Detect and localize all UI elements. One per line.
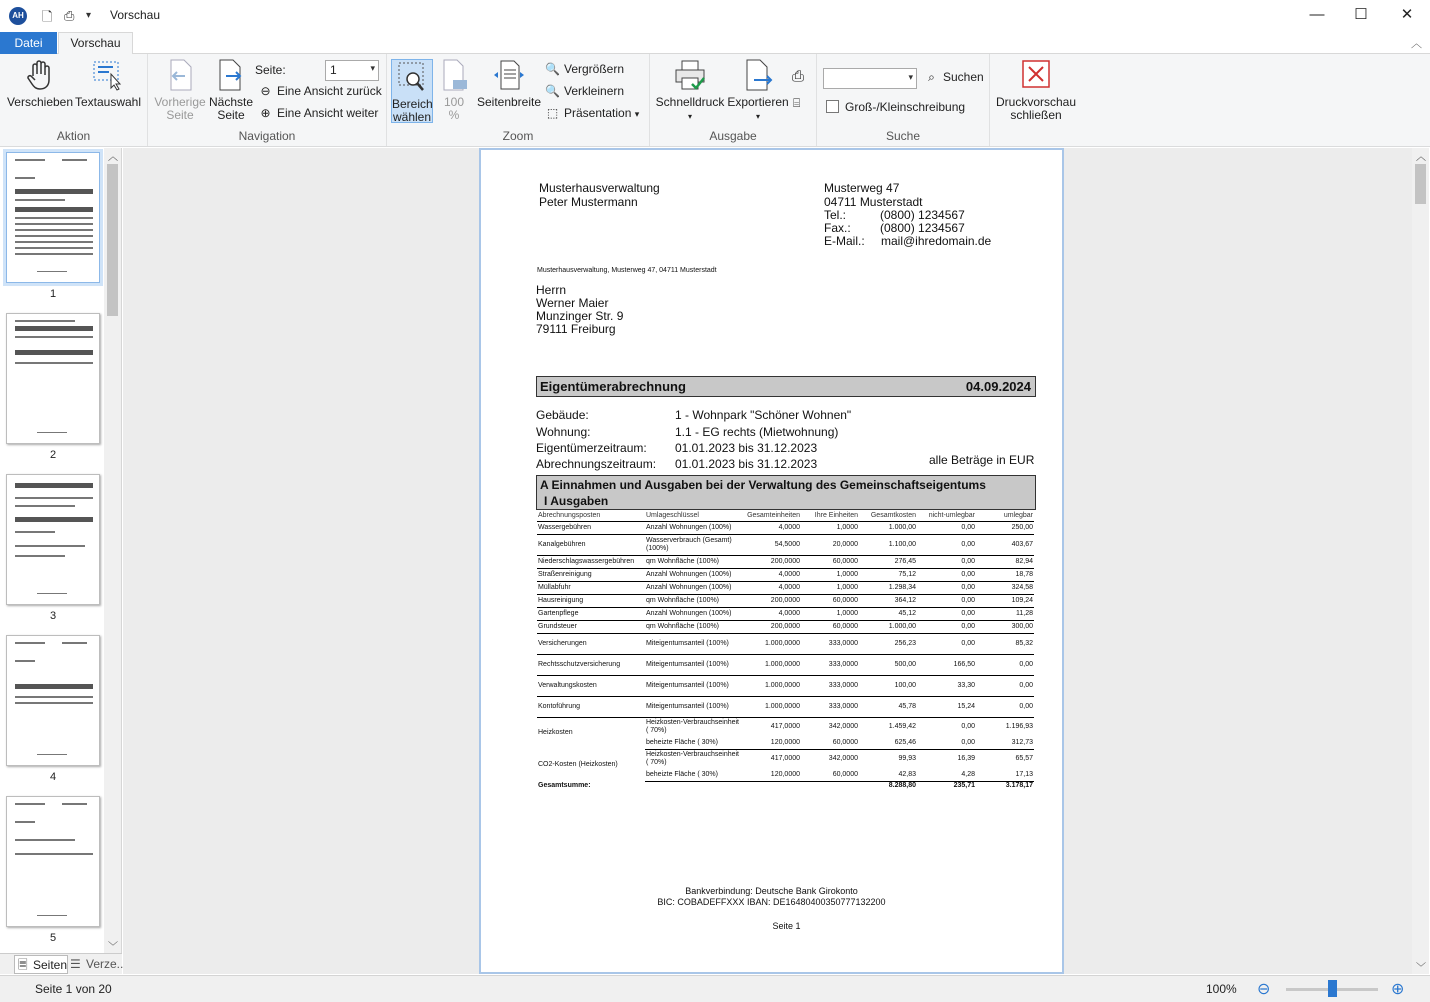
pan-label: Verschieben [6,95,74,109]
table-cell: 333,0000 [801,633,859,654]
next-page-label-2: Seite [217,108,245,122]
section-subtitle: I Ausgaben [544,494,609,508]
preview-scrollbar[interactable] [1412,148,1429,974]
table-row [537,581,1034,594]
cost-rows [537,521,1034,717]
table-cell: Rechtsschutzversicherung [537,654,645,675]
table-cell: Miteigentumsanteil (100%) [645,675,743,696]
table-cell: 82,94 [976,555,1034,568]
info-value: 01.01.2023 bis 31.12.2023 [675,457,818,471]
zoom-in-icon: 🔍 [545,62,560,76]
tab-preview[interactable]: Vorschau [58,32,133,55]
title-bar [0,0,1430,32]
group-suche [817,54,990,146]
table-cell: 11,28 [976,607,1034,620]
table-row [537,521,1034,534]
text-select-label: Textauswahl [74,95,142,109]
section-bar [536,475,1036,510]
table-cell: 1.459,42 [888,723,916,731]
select-area-label-1: Bereich [392,97,433,111]
text-select-button[interactable] [74,58,142,109]
table-cell: 200,0000 [743,594,801,607]
table-cell: 4,0000 [743,521,801,534]
quick-print-label: Schnelldruck [655,95,725,109]
document-heading: Eigentümerabrechnung [540,379,686,394]
tab-index-label: Verze.. [86,957,124,971]
table-cell: CO2-Kosten (Heizkosten) [538,761,618,768]
print-dialog-icon[interactable]: ⎙ [792,68,805,85]
quick-print-button[interactable] [654,58,726,123]
table-cell: 1.000,0000 [743,675,801,696]
table-cell: Verwaltungskosten [537,675,645,696]
column-header: Gesamteinheiten [743,511,801,521]
table-cell: Hausreinigung [537,594,645,607]
total-non-allocable: 235,71 [953,782,975,790]
table-cell: 60,0000 [801,555,859,568]
group-label-ausgabe: Ausgabe [709,129,757,143]
match-case-checkbox[interactable] [826,100,965,114]
table-cell: 403,67 [976,534,1034,555]
table-cell: Wasserverbrauch (Gesamt) (100%) [645,534,743,555]
table-cell: 100,00 [859,675,917,696]
view-back-label: Eine Ansicht zurück [277,84,382,98]
group-zoom [387,54,650,146]
info-value: 1 - Wohnpark "Schöner Wohnen" [675,408,852,422]
table-row [537,633,1034,654]
page-label: Seite: [255,63,286,77]
select-area-button[interactable] [391,59,433,123]
preview-scroll-thumb[interactable] [1415,164,1426,204]
tab-file[interactable]: Datei [0,32,57,54]
previous-page-label-1: Vorherige [154,95,206,109]
tel-value: (0800) 1234567 [880,208,965,222]
table-cell: Anzahl Wohnungen (100%) [645,521,743,534]
zoom-out-button[interactable] [545,84,624,98]
table-row [537,696,1034,717]
mail-label: E-Mail.: [824,234,865,248]
search-button[interactable] [924,70,984,85]
page-width-button[interactable] [475,58,543,109]
arrow-right-circle-icon: ⊕ [260,106,271,120]
table-cell: 625,46 [859,737,917,749]
view-forward-button[interactable] [258,106,378,120]
thumbnail-page-3[interactable] [6,474,100,605]
column-header: Abrechnungsposten [537,511,645,521]
table-cell: Heizkosten-Verbrauchseinheit ( 70%) [646,751,739,767]
table-cell: 18,78 [976,568,1034,581]
table-cell: 16,39 [957,755,975,763]
pages-icon: 🗏 [18,958,28,972]
table-cell: 0,00 [917,594,976,607]
zoom-in-label: Vergrößern [564,62,625,76]
table-cell: qm Wohnfläche (100%) [645,555,743,568]
table-cell: Müllabfuhr [537,581,645,594]
table-cell: 1.000,00 [859,521,917,534]
thumbnail-number: 3 [49,610,57,622]
table-cell: 250,00 [976,521,1034,534]
thumbnail-number: 1 [49,288,57,300]
table-cell: 0,00 [917,534,976,555]
table-cell: 1,0000 [801,521,859,534]
group-label-zoom: Zoom [502,129,534,143]
table-cell: Anzahl Wohnungen (100%) [645,568,743,581]
table-row [537,555,1034,568]
hand-icon [23,58,57,92]
previous-page-label-2: Seite [166,108,194,122]
sidebar-scroll-thumb[interactable] [107,164,118,316]
recipient-line: Herrn [536,283,567,297]
next-page-label-1: Nächste [208,95,254,109]
table-cell: 1.196,93 [1005,723,1033,731]
close-preview-label-2: schließen [1010,108,1062,122]
group-navigation [148,54,387,146]
zoom-100-label-1: 100 [443,95,465,109]
table-cell: 500,00 [859,654,917,675]
table-cell: 342,0000 [828,723,858,731]
thumbnail-page-1[interactable] [6,152,100,283]
preview-area [123,148,1426,974]
return-address: Musterhausverwaltung, Musterweg 47, 04711 Musterstadt [537,267,717,274]
page-number-input[interactable]: 1 ▾ [325,60,379,81]
column-header: umlegbar [976,511,1034,521]
table-cell: 4,0000 [743,568,801,581]
zoom-out-icon[interactable]: ⊖ [1257,981,1271,998]
table-cell: 85,32 [976,633,1034,654]
page-width-label: Seitenbreite [476,95,542,109]
table-cell: 1.000,0000 [743,654,801,675]
table-cell: Kanalgebühren [537,534,645,555]
page-setup-icon[interactable]: ⌸ [793,96,801,110]
tab-pages[interactable] [14,955,68,974]
recipient-line: Werner Maier [536,296,609,310]
thumbnail-page-5[interactable] [6,796,100,927]
table-cell: beheizte Fläche ( 30%) [645,769,743,781]
table-cell: 42,83 [859,769,917,781]
table-cell: 1.000,0000 [743,696,801,717]
arrow-left-circle-icon: ⊖ [260,84,271,98]
table-cell: 417,0000 [770,723,800,731]
presentation-label: Präsentation [564,106,632,120]
zoom-level: 100% [1206,982,1237,996]
table-cell: 120,0000 [743,769,801,781]
table-cell: Niederschlagswassergebühren [537,555,645,568]
table-cell: 99,93 [898,755,916,763]
table-cell: 200,0000 [743,555,801,568]
total-allocable: 3.178,17 [1005,782,1033,790]
table-cell: 120,0000 [743,737,801,749]
zoom-in-button[interactable] [545,62,624,76]
index-icon: ☰ [70,957,81,971]
table-cell: Miteigentumsanteil (100%) [645,654,743,675]
quick-access-dropdown-icon[interactable]: ▾ [86,10,92,21]
column-header: Gesamtkosten [859,511,917,521]
thumbnail-number: 5 [49,932,57,944]
info-label: Wohnung: [536,425,591,439]
select-area-label-2: wählen [392,110,432,124]
table-cell: 256,23 [859,633,917,654]
view-back-button[interactable] [258,84,382,98]
tel-label: Tel.: [824,208,847,222]
table-cell: Kontoführung [537,696,645,717]
zoom-100-icon [439,58,469,92]
column-header: Umlageschlüssel [645,511,743,521]
table-cell: 45,12 [859,607,917,620]
info-label: Gebäude: [536,408,589,422]
table-cell: 333,0000 [801,675,859,696]
sender-city: 04711 Musterstadt [824,195,923,209]
column-header: nicht-umlegbar [917,511,976,521]
quick-print-dropdown-icon: ▾ [687,112,692,121]
sender-name: Musterhausverwaltung [539,181,660,195]
search-label: Suchen [943,70,984,84]
text-select-icon [91,58,125,92]
table-cell: Anzahl Wohnungen (100%) [645,607,743,620]
group-aktion [0,54,148,146]
table-cell: 0,00 [976,654,1034,675]
table-cell: 276,45 [859,555,917,568]
table-row [537,607,1034,620]
table-cell: 0,00 [976,675,1034,696]
table-cell: qm Wohnfläche (100%) [645,620,743,633]
match-case-label: Groß-/Kleinschreibung [845,100,966,114]
sender-street: Musterweg 47 [824,181,900,195]
table-cell: 15,24 [917,696,976,717]
table-cell: 342,0000 [828,755,858,763]
page-footer: Seite 1 [772,921,801,931]
table-cell: 0,00 [917,633,976,654]
thumbnail-page-4[interactable] [6,635,100,766]
tab-pages-label: Seiten [33,958,68,972]
table-cell: 166,50 [917,654,976,675]
new-document-icon[interactable]: 🗋 [42,9,53,24]
previous-page-icon [165,58,195,92]
thumbnail-number: 2 [49,449,57,461]
window-title: Vorschau [110,8,161,22]
table-cell: 200,0000 [743,620,801,633]
table-cell: Straßenreinigung [537,568,645,581]
table-cell: 60,0000 [801,594,859,607]
printer-icon [673,58,707,92]
binoculars-icon: ⌕ [928,70,935,84]
close-preview-label-1: Druckvorschau [995,95,1077,109]
document-date: 04.09.2024 [965,379,1031,394]
view-forward-label: Eine Ansicht weiter [277,106,379,120]
thumbnail-sidebar [0,148,122,974]
zoom-in-icon[interactable]: ⊕ [1391,981,1405,998]
section-title: A Einnahmen und Ausgaben bei der Verwaltung des Gemeinschaftseigentums [540,478,986,492]
table-cell: 364,12 [859,594,917,607]
group-label-navigation: Navigation [238,129,296,143]
table-cell: Gartenpflege [537,607,645,620]
thumbnail-page-2[interactable] [6,313,100,444]
magnifier-select-icon [396,60,428,94]
table-cell: 0,00 [917,581,976,594]
presentation-button[interactable] [545,106,639,120]
table-cell: Versicherungen [537,633,645,654]
info-value: 1.1 - EG rechts (Mietwohnung) [675,425,839,439]
page-width-icon [492,58,526,92]
maximize-button[interactable]: ☐ [1354,6,1368,23]
ribbon [0,54,1430,147]
bank-line-1: Bankverbindung: Deutsche Bank Girokonto [685,886,858,896]
recipient-line: Munzinger Str. 9 [536,309,624,323]
table-cell: 333,0000 [801,696,859,717]
currency-note: alle Beträge in EUR [929,453,1035,467]
table-cell: 20,0000 [801,534,859,555]
pan-button[interactable] [6,58,74,109]
table-cell: 0,00 [917,521,976,534]
table-cell: 60,0000 [801,769,859,781]
zoom-100-button[interactable] [437,58,471,122]
table-cell: 33,30 [917,675,976,696]
next-page-button[interactable] [206,58,256,122]
fax-label: Fax.: [824,221,851,235]
table-cell: beheizte Fläche ( 30%) [645,737,743,749]
document-page [479,148,1064,974]
column-header: Ihre Einheiten [801,511,859,521]
checkbox-icon [826,100,839,113]
table-cell: 0,00 [917,568,976,581]
group-label-suche: Suche [885,129,921,143]
table-cell: Heizkosten-Verbrauchseinheit ( 70%) [646,719,739,735]
table-cell: 1.298,34 [859,581,917,594]
table-row [537,534,1034,555]
table-cell: Heizkosten [538,729,573,737]
total-label: Gesamtsumme: [538,782,591,790]
table-cell: Anzahl Wohnungen (100%) [645,581,743,594]
table-cell: 1.100,00 [859,534,917,555]
close-preview-button[interactable] [994,58,1078,122]
table-cell: 0,00 [917,607,976,620]
info-label: Eigentümerzeitraum: [536,441,647,455]
table-cell: 65,57 [1015,755,1033,763]
minimize-button[interactable]: — [1309,6,1325,23]
bank-line-2: BIC: COBADEFFXXX IBAN: DE16480400350777132200 [657,897,886,907]
table-cell: 1,0000 [801,581,859,594]
page-status: Seite 1 von 20 [35,982,112,996]
export-label: Exportieren [727,95,789,109]
close-preview-icon [1019,58,1053,92]
close-button[interactable]: ✕ [1400,6,1414,23]
total-cost: 8.288,80 [888,782,916,790]
cost-table [537,511,1034,791]
scroll-down-icon[interactable]: ﹀ [108,942,118,953]
table-cell: 300,00 [976,620,1034,633]
info-value: 01.01.2023 bis 31.12.2023 [675,441,818,455]
table-cell: 0,00 [976,696,1034,717]
heating-rows [537,717,1034,791]
collapse-ribbon-icon[interactable]: ︿ [1411,38,1422,50]
table-cell: 0,00 [917,555,976,568]
sender-person: Peter Mustermann [539,195,638,209]
zoom-slider-thumb[interactable] [1328,980,1337,997]
table-cell: 4,28 [917,769,976,781]
presentation-icon: ⬚ [546,106,559,120]
table-cell: 60,0000 [801,737,859,749]
table-cell: 60,0000 [801,620,859,633]
mail-value: mail@ihredomain.de [881,234,992,248]
thumbnail-number: 4 [49,771,57,783]
table-cell: 75,12 [859,568,917,581]
table-row [537,568,1034,581]
zoom-out-icon: 🔍 [545,84,560,98]
table-cell: 4,0000 [743,581,801,594]
status-bar [0,975,1430,1002]
table-cell: 0,00 [917,737,976,749]
table-cell: qm Wohnfläche (100%) [645,594,743,607]
search-input[interactable] [823,68,917,89]
sidebar-tabs [0,953,122,974]
table-cell: 0,00 [961,723,975,731]
heading-bar [536,376,1036,397]
print-icon[interactable]: ⎙ [64,8,75,23]
group-ausgabe [650,54,817,146]
zoom-100-label-2: % [448,108,460,122]
table-cell: Wassergebühren [537,521,645,534]
presentation-dropdown-icon: ▾ [634,109,640,119]
sidebar-scrollbar[interactable] [104,148,121,953]
ribbon-tabs [0,32,1430,54]
info-label: Abrechnungszeitraum: [536,457,657,471]
table-row [537,654,1034,675]
table-cell: 324,58 [976,581,1034,594]
table-cell: 54,5000 [743,534,801,555]
scroll-up-icon[interactable]: ︿ [108,152,118,163]
table-cell: 1.000,0000 [743,633,801,654]
table-cell: 45,78 [859,696,917,717]
table-row [537,620,1034,633]
table-cell: 17,13 [976,769,1034,781]
fax-value: (0800) 1234567 [880,221,965,235]
zoom-out-label: Verkleinern [564,84,625,98]
table-cell: 109,24 [976,594,1034,607]
table-row [537,594,1034,607]
table-cell: Miteigentumsanteil (100%) [645,696,743,717]
app-logo: AH [9,7,27,25]
table-row [537,675,1034,696]
previous-page-button[interactable] [152,58,208,122]
group-label-aktion: Aktion [56,129,91,143]
table-cell: 417,0000 [770,755,800,763]
next-page-icon [216,58,246,92]
table-cell: 333,0000 [801,654,859,675]
table-cell: Grundsteuer [537,620,645,633]
table-cell: 1.000,00 [859,620,917,633]
export-icon [741,58,775,92]
recipient-line: 79111 Freiburg [536,322,616,336]
export-button[interactable] [726,58,790,123]
table-cell: 1,0000 [801,607,859,620]
table-cell: Miteigentumsanteil (100%) [645,633,743,654]
table-cell: 0,00 [917,620,976,633]
scroll-down-icon[interactable]: ﹀ [1416,963,1426,974]
scroll-up-icon[interactable]: ︿ [1416,152,1426,163]
table-cell: 4,0000 [743,607,801,620]
export-dropdown-icon: ▾ [755,112,760,121]
tab-index[interactable] [68,955,122,974]
table-cell: 312,73 [976,737,1034,749]
table-cell: 1,0000 [801,568,859,581]
